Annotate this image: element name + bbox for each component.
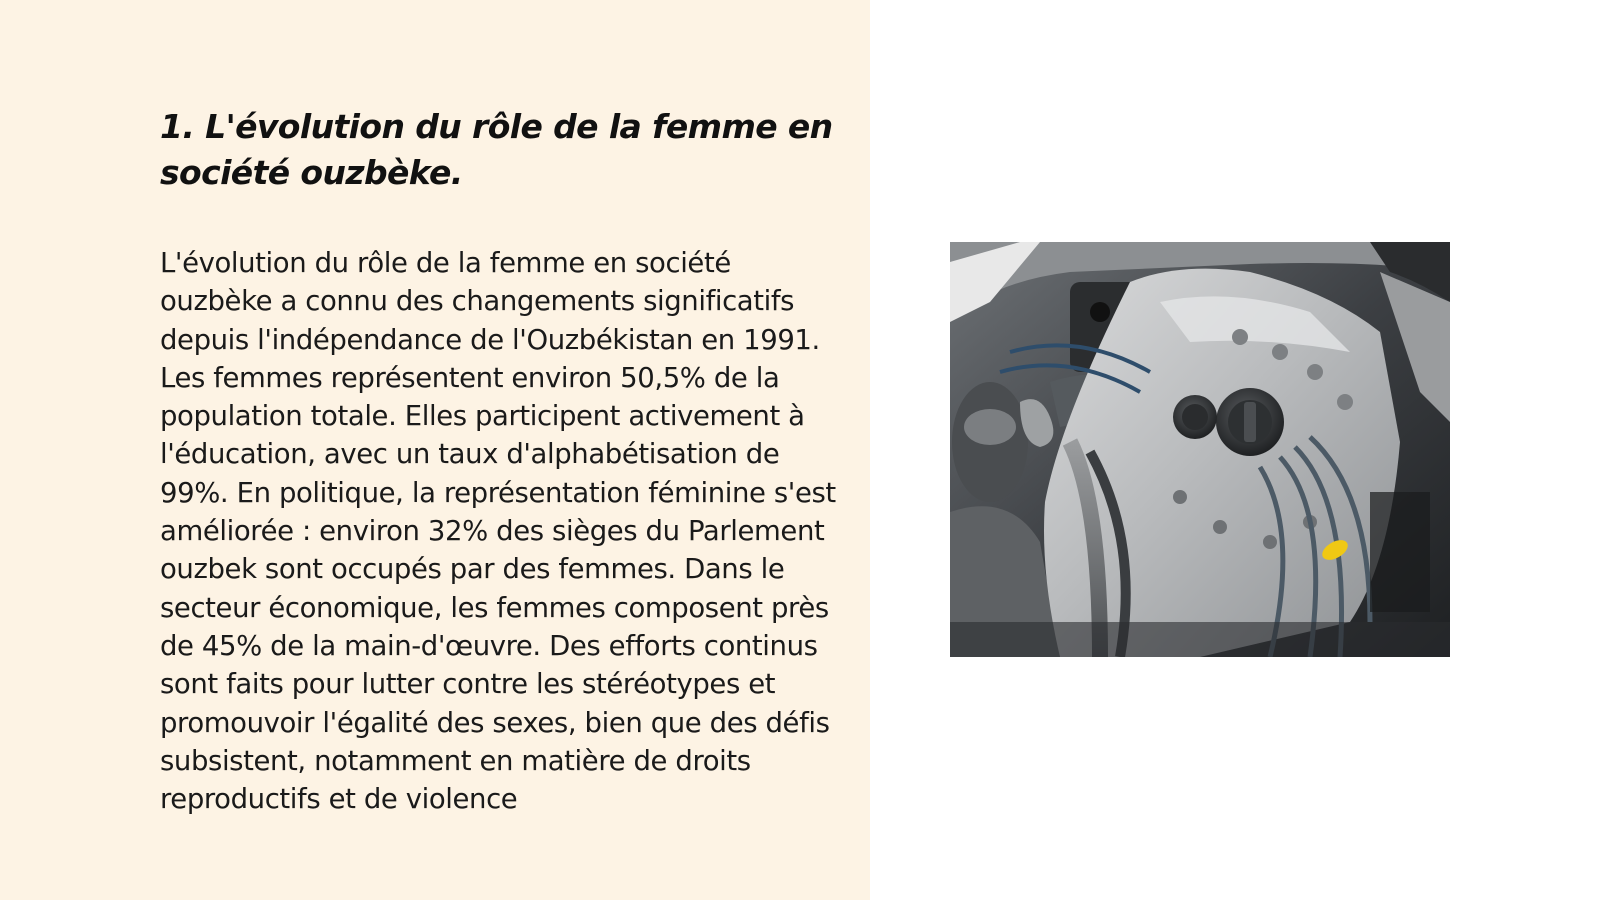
slide-paragraph: L'évolution du rôle de la femme en société ouzbèke a connu des changements significatifs depuis l'indépendance de l'Ouzbékistan en 1991. Les femmes représentent environ 50,5% de la population totale. Elles participent activement à l'éducation, avec un taux d'alphabétisation de 99%. En politique, la représentation féminine s'est améliorée : environ 32% des sièges du Parlement ouzbek sont occupés par des femmes. Dans le secteur économique, les femmes composent près de 45% de la main-d'œuvre. Des efforts continus sont faits pour lutter contre les stéréotypes et promouvoir l'égalité des sexes, bien que des défis subsistent, notamment en matière de droits reproductifs et de violence [160, 247, 836, 816]
slide-heading: 1. L'évolution du rôle de la femme en société ouzbèke. [160, 107, 833, 192]
engine-illustration [950, 242, 1450, 657]
engine-photo [950, 242, 1450, 657]
